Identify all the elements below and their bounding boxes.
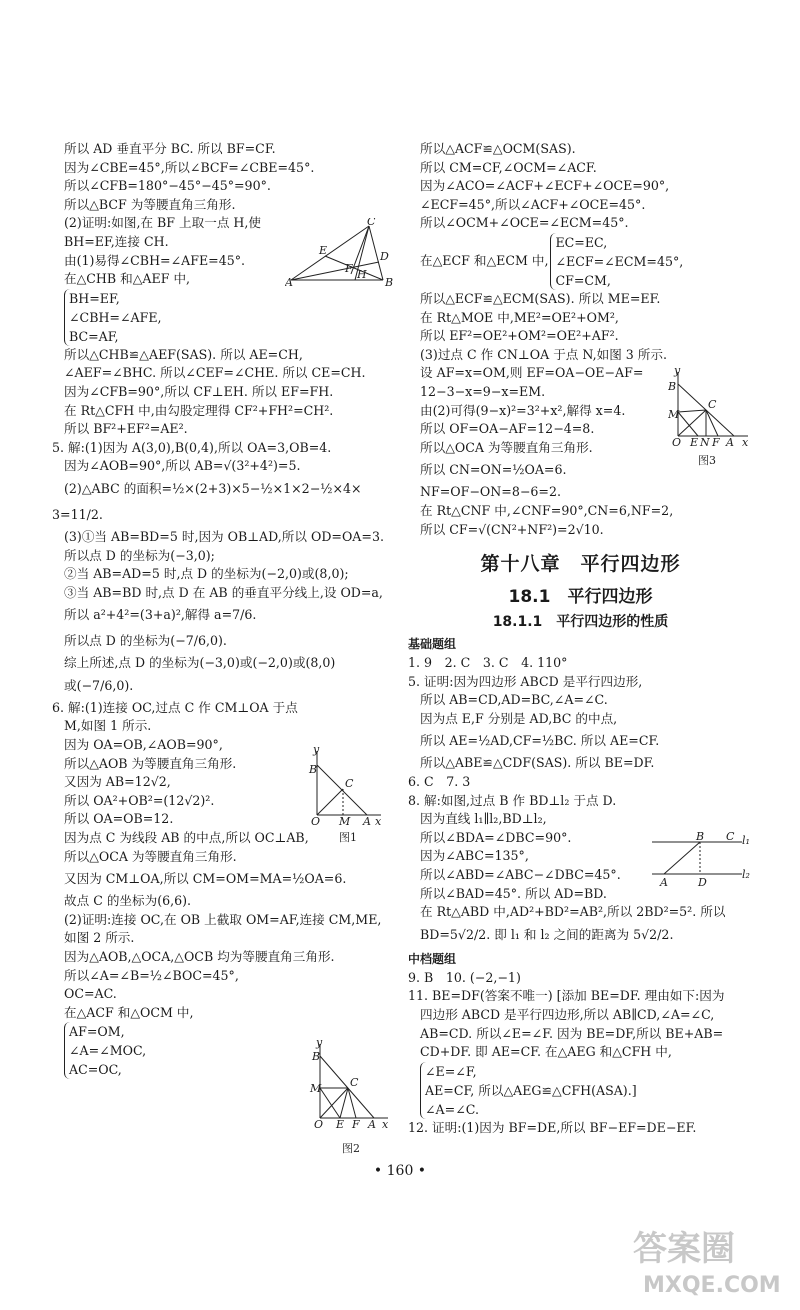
equation-brace [420,1062,753,1119]
equation-brace [550,233,683,290]
text-line: 所以△ECF≌△ECM(SAS). 所以 ME=EF. [420,290,661,306]
text-line: 所以 AE=½AD,CF=½BC. 所以 AE=CF. [420,733,660,749]
text-line: 所以△ACF≌△OCM(SAS). [420,141,576,156]
text-line: 在 Rt△CFH 中,由勾股定理得 CF²+FH²=CH². [64,402,334,418]
figure-3 [668,366,756,468]
svg-text:A: A [726,436,734,449]
text-line: ∠AEF=∠BHC. 所以∠CEF=∠CHE. 所以 CE=CH. [64,365,366,381]
svg-text:A: A [363,815,371,828]
text-line: 所以 CN=ON=½OA=6. [420,462,567,478]
text-line: 在△ACF 和△OCM 中, [64,1004,194,1020]
brace-line: ∠A=∠MOC, [69,1043,147,1059]
text-line: 因为 OA=OB,∠AOB=90°, [64,737,223,753]
problem-5: 5. 解:(1)因为 A(3,0),B(0,4),所以 OA=3,OB=4. [52,439,332,455]
problem-12: 12. 证明:(1)因为 BF=DE,所以 BF−EF=DE−EF. [408,1119,697,1135]
brace-line: BC=AF, [69,328,119,344]
brace-line: ∠ECF=∠ECM=45°, [555,253,684,269]
text-line: 所以 BF²+EF²=AE². [64,421,188,437]
text-line: ②当 AB=AD=5 时,点 D 的坐标为(−2,0)或(8,0); [64,566,349,582]
brace-line: CF=CM, [555,272,611,288]
svg-text:H: H [357,268,367,281]
figure-2-caption: 图2 [342,1142,360,1155]
text-line: 所以点 D 的坐标为(−3,0); [64,547,215,563]
svg-text:C: C [345,777,354,790]
svg-text:x: x [742,436,749,449]
text-line: 所以 CF=√(CN²+NF²)=2√10. [420,521,604,537]
triangle-figure [285,218,395,290]
text-line: (2)证明:连接 OC,在 OB 上截取 OM=AF,连接 CM,ME, [64,911,382,927]
text-line: 所以∠ABD=∠ABC−∠DBC=45°. [420,867,621,883]
text-line: 在△ECF 和△ECM 中, [420,253,549,269]
svg-text:C: C [726,830,735,843]
text-line: BD=5√2/2. 即 l₁ 和 l₂ 之间的距离为 5√2/2. [420,926,674,942]
text-line: M,如图 1 所示. [64,718,152,734]
watermark-url: MXQE.COM [643,1273,781,1298]
svg-text:O: O [314,1118,324,1131]
figure-1-caption: 图1 [339,831,357,844]
svg-text:x: x [375,815,382,828]
problem-6: 6. 解:(1)连接 OC,过点 C 作 CM⊥OA 于点 [52,699,298,715]
answers-line: 1. 9 2. C 3. C 4. 110° [408,655,568,671]
svg-text:M: M [310,1082,322,1095]
text-line: ③当 AB=BD 时,点 D 在 AB 的垂直平分线上,设 OD=a, [64,584,383,600]
brace-line: AE=CF, 所以△AEG≌△CFH(ASA).] [425,1082,637,1098]
brace-line: ∠E=∠F, [425,1063,477,1079]
svg-text:y: y [313,745,320,756]
svg-text:C: C [350,1076,359,1089]
text-line: 由(2)可得(9−x)²=3²+x²,解得 x=4. [420,402,626,418]
text-line: 又因为 AB=12√2, [64,774,171,790]
equation-brace [64,289,392,346]
text-line: 因为∠AOB=90°,所以 AB=√(3²+4²)=5. [64,458,301,474]
parallel-lines-figure [650,830,755,892]
text-line: 所以△ABE≌△CDF(SAS). 所以 BE=DF. [420,755,655,771]
text-line: 所以 AB=CD,AD=BC,∠A=∠C. [420,692,608,708]
subsection-title: 18.1.1 平行四边形的性质 [492,614,669,631]
svg-text:E: E [319,244,328,257]
problem-11: 11. BE=DF(答案不唯一) [添加 BE=DF. 理由如下:因为 [408,988,725,1004]
svg-text:F: F [352,1118,360,1131]
text-line: 因为∠ACO=∠ACF+∠ECF+∠OCE=90°, [420,178,670,194]
text-line: 由(1)易得∠CBH=∠AFE=45°. [64,252,246,268]
text-line: 因为点 C 为线段 AB 的中点,所以 OC⊥AB, [64,830,309,846]
text-line: 在 Rt△ABD 中,AD²+BD²=AB²,所以 2BD²=5². 所以 [420,904,726,920]
text-line: 所以∠OCM+∠OCE=∠ECM=45°. [420,215,629,231]
figure-2 [308,1038,393,1158]
answers-line: 6. C 7. 3 [408,774,471,790]
svg-text:C: C [708,398,717,411]
text-line: 所以△BCF 为等腰直角三角形. [64,196,236,212]
text-line: 所以∠A=∠B=½∠BOC=45°, [64,967,239,983]
text-line: ∠ECF=45°,所以∠ACF+∠OCE=45°. [420,196,646,212]
text-line: 在 Rt△CNF 中,∠CNF=90°,CN=6,NF=2, [420,502,674,518]
svg-text:y: y [316,1038,323,1049]
svg-text:D: D [380,250,389,263]
text-line: 所以 EF²=OE²+OM²=OE²+AF². [420,328,619,344]
answers-line: 9. B 10. (−2,−1) [408,969,521,985]
svg-text:M: M [668,408,680,421]
figure-1 [305,745,385,845]
text-line: 因为∠ABC=135°, [420,848,529,864]
svg-text:E: E [690,436,699,449]
problem-5: 5. 证明:因为四边形 ABCD 是平行四边形, [408,673,643,689]
text-line: 所以 CM=CF,∠OCM=∠ACF. [420,159,597,175]
svg-text:y: y [674,366,681,377]
text-line: 12−3−x=9−x=EM. [420,383,546,399]
svg-text:C: C [367,218,376,228]
brace-line: EC=EC, [555,234,608,250]
text-line: 故点 C 的坐标为(6,6). [64,893,192,909]
group-heading: 基础题组 [408,637,457,652]
figure-3-caption: 图3 [698,454,716,467]
text-line: NF=OF−ON=8−6=2. [420,484,561,500]
text-line: 所以∠BAD=45°. 所以 AD=BD. [420,885,607,901]
brace-line: ∠CBH=∠AFE, [69,309,162,325]
text-line: 所以 OA²+OB²=(12√2)². [64,792,215,808]
text-line: 因为直线 l₁∥l₂,BD⊥l₂, [420,811,547,827]
svg-text:F: F [712,436,720,449]
text-line: AB=CD. 所以∠E=∠F. 因为 BE=DF,所以 BE+AB= [420,1025,724,1041]
svg-text:O: O [672,436,682,449]
text-line: 所以 AD 垂直平分 BC. 所以 BF=CF. [64,141,276,156]
text-line: (3)①当 AB=BD=5 时,因为 OB⊥AD,所以 OD=OA=3. [64,528,384,544]
svg-text:D: D [698,876,707,889]
svg-text:B: B [668,380,677,393]
text-line: 或(−7/6,0). [64,677,134,693]
svg-text:A: A [660,876,668,889]
text-line: (2)△ABC 的面积=½×(2+3)×5−½×1×2−½×4× [64,480,362,496]
text-line: 又因为 CM⊥OA,所以 CM=OM=MA=½OA=6. [64,871,347,887]
text-line: 所以△CHB≌△AEF(SAS). 所以 AE=CH, [64,346,303,362]
text-line: CD+DF. 即 AE=CF. 在△AEG 和△CFH 中, [420,1044,672,1060]
text-line: OC=AC. [64,986,117,1002]
svg-text:N: N [700,436,710,449]
group-heading: 中档题组 [408,951,457,966]
svg-text:O: O [311,815,321,828]
page-number: • 160 • [373,1163,427,1179]
right-column [408,140,753,1137]
text-line: 所以 OF=OA−AF=12−4=8. [420,421,595,437]
text-line: 所以点 D 的坐标为(−7/6,0). [64,633,227,649]
text-line: 因为△AOB,△OCA,△OCB 均为等腰直角三角形. [64,949,335,964]
brace-line: ∠A=∠C. [425,1101,479,1117]
watermark-logo [625,1218,785,1298]
text-line: (3)过点 C 作 CN⊥OA 于点 N,如图 3 所示. [420,346,667,362]
text-line: 所以△OCA 为等腰直角三角形. [64,848,237,864]
brace-line: AF=OM, [69,1024,125,1040]
svg-text:B: B [696,830,705,843]
problem-8: 8. 解:如图,过点 B 作 BD⊥l₂ 于点 D. [408,792,617,808]
text-line: 因为点 E,F 分别是 AD,BC 的中点, [420,710,618,726]
svg-text:A: A [285,276,293,289]
text-line: 3=11/2. [52,506,103,522]
chapter-title: 第十八章 平行四边形 [480,553,681,576]
text-line: (2)证明:如图,在 BF 上取一点 H,使 [64,215,262,231]
text-line: 设 AF=x=OM,则 EF=OA−OE−AF= [420,365,644,381]
svg-text:B: B [385,276,394,289]
svg-text:B: B [312,1050,321,1063]
text-line: 因为∠CFB=90°,所以 CF⊥EH. 所以 EF=FH. [64,383,334,399]
text-line: 所以△AOB 为等腰直角三角形. [64,755,237,771]
brace-line: AC=OC, [69,1062,122,1078]
text-line: 在△CHB 和△AEF 中, [64,271,191,287]
text-line: 所以 OA=OB=12. [64,811,174,827]
svg-text:A: A [368,1118,376,1131]
text-line: 所以∠CFB=180°−45°−45°=90°. [64,178,271,194]
svg-text:l₁: l₁ [742,834,750,847]
text-line: 综上所述,点 D 的坐标为(−3,0)或(−2,0)或(8,0) [64,655,336,671]
text-line: 所以△OCA 为等腰直角三角形. [420,439,593,455]
watermark-title: 答案圈 [633,1229,735,1269]
svg-text:B: B [309,763,318,776]
text-line: BH=EF,连接 CH. [64,233,169,249]
text-line: 四边形 ABCD 是平行四边形,所以 AB∥CD,∠A=∠C, [420,1007,715,1022]
text-line: 所以 a²+4²=(3+a)²,解得 a=7/6. [64,607,257,623]
svg-text:l₂: l₂ [742,868,750,881]
text-line: 在 Rt△MOE 中,ME²=OE²+OM², [420,309,619,325]
section-title: 18.1 平行四边形 [508,587,653,608]
brace-line: BH=EF, [69,290,120,306]
svg-text:x: x [382,1118,389,1131]
text-line: 所以∠BDA=∠DBC=90°. [420,829,572,845]
svg-text:F: F [345,262,353,275]
svg-text:M: M [339,815,351,828]
svg-text:E: E [336,1118,345,1131]
text-line: 因为∠CBE=45°,所以∠BCF=∠CBE=45°. [64,159,315,175]
text-line: 如图 2 所示. [64,930,135,946]
